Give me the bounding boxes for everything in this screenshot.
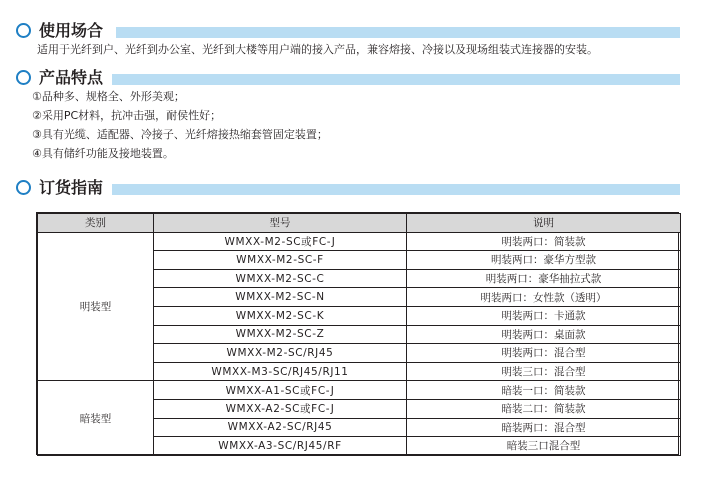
description-cell: 明装三口：混合型 (407, 362, 681, 381)
table-row (38, 381, 681, 400)
model-cell: WMXX-M2-SC或FC-J (154, 232, 407, 251)
description-column-header: 说明 (407, 214, 681, 233)
model-cell: WMXX-M2-SC-Z (154, 325, 407, 344)
feature-item: ③具有光缆、适配器、冷接子、光纤熔接热缩套管固定装置； (32, 128, 328, 141)
description-cell: 明装两口：简装款 (407, 232, 681, 251)
model-cell: WMXX-M2-SC-F (154, 251, 407, 270)
usage-section-bar (116, 27, 680, 38)
description-cell: 明装两口：豪华方型款 (407, 251, 681, 270)
table-row (38, 232, 681, 251)
description-cell: 暗装一口：简装款 (407, 381, 681, 400)
category-cell: 明装型 (38, 232, 154, 381)
category-cell: 暗装型 (38, 381, 154, 455)
model-cell: WMXX-M2-SC-N (154, 288, 407, 307)
circle-bullet-icon (16, 70, 31, 85)
category-column-header: 类别 (38, 214, 154, 233)
description-cell: 明装两口：卡通款 (407, 306, 681, 325)
model-cell: WMXX-A3-SC/RJ45/RF (154, 437, 407, 456)
model-cell: WMXX-M2-SC-C (154, 269, 407, 288)
description-cell: 暗装二口：简装款 (407, 399, 681, 418)
description-cell: 明装两口：豪华抽拉式款 (407, 269, 681, 288)
usage-section-header (16, 20, 680, 42)
feature-item: ①品种多、规格全、外形美观； (32, 90, 185, 103)
features-section-title: 产品特点 (39, 68, 104, 87)
description-cell: 明装两口：混合型 (407, 344, 681, 363)
usage-section-title: 使用场合 (39, 21, 104, 40)
table-header-row (38, 214, 681, 233)
model-cell: WMXX-M3-SC/RJ45/RJ11 (154, 362, 407, 381)
feature-item: ④具有储纤功能及接地装置。 (32, 147, 174, 160)
model-cell: WMXX-M2-SC-K (154, 306, 407, 325)
description-cell: 明装两口：女性款（透明） (407, 288, 681, 307)
features-section-header (16, 67, 680, 89)
feature-item: ②采用PC材料，抗冲击强，耐侯性好； (32, 109, 222, 122)
description-cell: 明装两口：桌面款 (407, 325, 681, 344)
description-cell: 暗装两口：混合型 (407, 418, 681, 437)
circle-bullet-icon (16, 180, 31, 195)
description-cell: 暗装三口混合型 (407, 437, 681, 456)
ordering-table (36, 212, 679, 455)
usage-description: 适用于光纤到户、光纤到办公室、光纤到大楼等用户端的接入产品，兼容熔接、冷接以及现场组装式连接器的安装。 (37, 43, 598, 56)
ordering-section-header (16, 177, 680, 199)
circle-bullet-icon (16, 23, 31, 38)
model-cell: WMXX-A2-SC或FC-J (154, 399, 407, 418)
features-section-bar (112, 74, 680, 85)
model-cell: WMXX-A2-SC/RJ45 (154, 418, 407, 437)
model-column-header: 型号 (154, 214, 407, 233)
model-cell: WMXX-M2-SC/RJ45 (154, 344, 407, 363)
ordering-section-bar (112, 184, 680, 195)
ordering-section-title: 订货指南 (39, 178, 104, 197)
model-cell: WMXX-A1-SC或FC-J (154, 381, 407, 400)
